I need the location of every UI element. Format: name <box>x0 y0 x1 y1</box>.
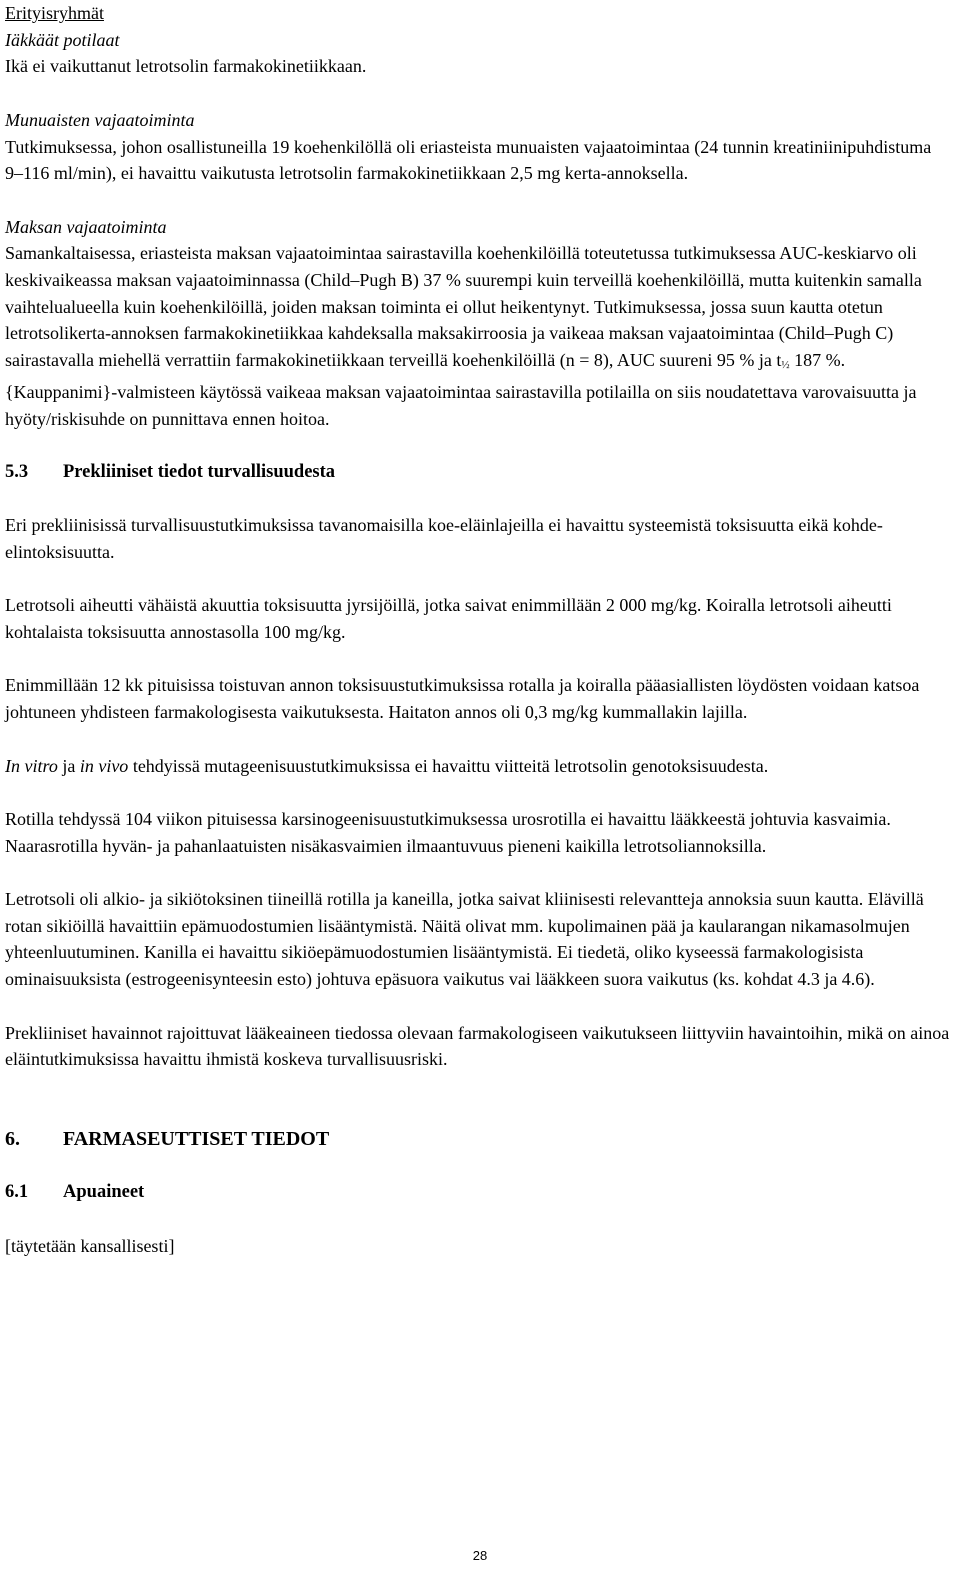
section-heading-erityisryhmat: Erityisryhmät <box>5 3 104 23</box>
half-life-subscript: ½ <box>781 359 790 372</box>
subheading-renal: Munuaisten vajaatoiminta <box>5 109 195 130</box>
paragraph-preclinical-1: Eri prekliinisissä turvallisuustutkimuksissa tavanomaisilla koe-eläinlajeilla ei havaittu systeemistä toksisuutta eikä kohde-elintoksisuutta. <box>5 515 883 562</box>
section-title: Apuaineet <box>63 1182 145 1203</box>
paragraph-rest: tehdyissä mutageenisuustutkimuksissa ei havaittu viitteitä letrotsolin genotoksisuudesta. <box>128 755 769 776</box>
section-heading-6-1 <box>5 1179 950 1206</box>
subheading-hepatic: Maksan vajaatoiminta <box>5 216 167 237</box>
paragraph-preclinical-2: Letrotsoli aiheutti vähäistä akuuttia toksisuutta jyrsijöillä, jotka saivat enimmillään 2 000 mg/kg. Koiralla letrotsoli aiheutti kohtalaista toksisuutta annostasolla 100 mg/kg. <box>5 595 892 643</box>
paragraph-connector: ja <box>57 755 80 776</box>
hepatic-text-part2: 187 %. {Kauppanimi}-valmisteen käytössä vaikeaa maksan vajaatoimintaa sairastavilla potilailla on siis noudatettava varovaisuutta ja hyöty/riskisuhde on punnittava ennen hoitoa. <box>5 350 917 429</box>
subheading-elderly: Iäkkäät potilaat <box>5 29 120 50</box>
paragraph-preclinical-3: Enimmillään 12 kk pituisissa toistuvan annon toksisuustutkimuksissa rotalla ja koiralla pääasiallisten löydösten voidaan katsoa johtuneen yhdisteen farmakologisesta vaikutuksesta. Haitaton annos oli 0,3 mg/kg kummallakin lajilla. <box>5 675 920 723</box>
paragraph-hepatic <box>5 240 950 432</box>
document-page <box>5 0 950 1259</box>
section-number: 6. <box>5 1127 20 1150</box>
page-number: 28 <box>472 1548 488 1563</box>
section-heading-5-3 <box>5 459 950 486</box>
section-title: FARMASEUTTISET TIEDOT <box>63 1127 330 1150</box>
section-title: Prekliiniset tiedot turvallisuudesta <box>63 461 336 482</box>
paragraph-renal: Tutkimuksessa, johon osallistuneilla 19 koehenkilöllä oli eriasteista munuaisten vajaatoimintaa (24 tunnin kreatiniinipuhdistuma 9–116 ml/min), ei havaittu vaikutusta letrotsolin farmakokinetiikkaan 2,5 mg kerta-annoksella. <box>5 136 932 184</box>
paragraph-excipients: [täytetään kansallisesti] <box>5 1235 175 1256</box>
section-number: 6.1 <box>5 1182 29 1203</box>
section-number: 5.3 <box>5 461 29 482</box>
section-heading-6 <box>5 1126 950 1153</box>
paragraph-preclinical-5: Rotilla tehdyssä 104 viikon pituisessa karsinogeenisuustutkimuksessa urosrotilla ei havaittu lääkkeestä johtuvia kasvaimia. Naarasrotilla hyvän- ja pahanlaatuisten nisäkasvaimien ilmaantuvuus pieneni kaikilla letrotsoliannoksilla. <box>5 808 891 856</box>
in-vitro-text: In vitro <box>5 755 58 776</box>
paragraph-preclinical-4 <box>5 753 950 780</box>
paragraph-elderly: Ikä ei vaikuttanut letrotsolin farmakokinetiikkaan. <box>5 56 367 77</box>
paragraph-preclinical-6: Letrotsoli oli alkio- ja sikiötoksinen tiineillä rotilla ja kaneilla, jotka saivat kliinisesti relevantteja annoksia suun kautta. Elävillä rotan sikiöillä havaittiin epämuodostumien lisääntymistä. Näitä olivat mm. kupolimainen pää ja kaularangan nikamasolmujen yhteenluutuminen. Kanilla ei havaittu sikiöepämuodostumien lisääntymistä. Ei tiedetä, oliko kyseessä farmakologisista ominaisuuksista (estrogeenisynteesin esto) johtuva epäsuora vaikutus vai lääkkeen suora vaikutus (ks. kohdat 4.3 ja 4.6). <box>5 889 924 990</box>
paragraph-preclinical-7: Prekliiniset havainnot rajoittuvat lääkeaineen tiedossa olevaan farmakologiseen vaikutukseen liittyviin havaintoihin, mikä on ainoa eläintutkimuksissa havaittu ihmistä koskeva turvallisuusriski. <box>5 1022 950 1070</box>
hepatic-text-part1: Samankaltaisessa, eriasteista maksan vajaatoimintaa sairastavilla koehenkilöillä toteutetussa tutkimuksessa AUC-keskiarvo oli keskivaikeassa maksan vajaatoiminnassa (Child–Pugh B) 37 % suurempi kuin terveillä koehenkilöillä, mutta kuitenkin samalla vaihtelualueella kuin koehenkilöillä, joiden maksan toiminta ei ollut heikentynyt. Tutkimuksessa, jossa suun kautta otetun letrotsolikerta-annoksen farmakokinetiikkaa kahdeksalla maksakirroosia ja vaikeaa maksan vajaatoimintaa (Child–Pugh C) sairastavalla miehellä verrattiin farmakokinetiikkaan terveillä koehenkilöillä (n = 8), AUC suureni 95 % ja t <box>5 243 922 371</box>
in-vivo-text: in vivo <box>79 755 129 776</box>
